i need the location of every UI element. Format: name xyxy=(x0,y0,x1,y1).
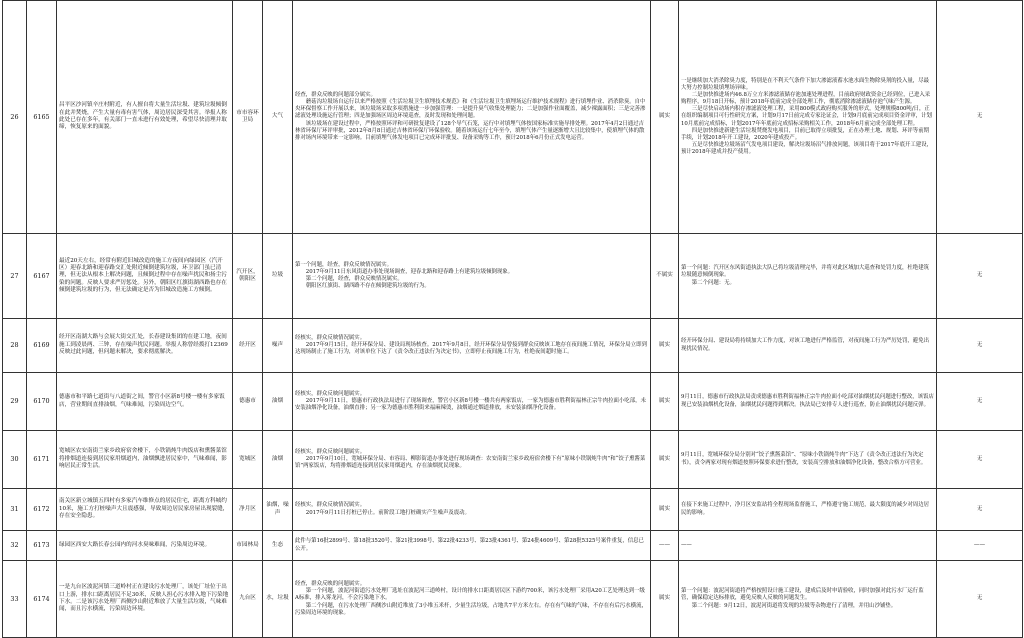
district-cell: 德惠市 xyxy=(239,397,256,404)
category-cell: 油烟 xyxy=(271,455,284,462)
category-cell: 生态 xyxy=(271,541,284,548)
district-cell: 市园林局 xyxy=(236,541,259,548)
accountability-cell: 无 xyxy=(976,113,983,120)
district-cell: 宽城区 xyxy=(239,455,256,462)
category-cell: 油烟，噪声 xyxy=(266,502,289,516)
findings-text: 第一个问题，经查，群众反映情况属实。 2017年9月11日东风街道办事处现场调查，迎春北路和迎春路上有建筑垃圾倾倒现象。 第二个问题，经查，群众反映情况属实。 朝阳区红旗街、湖西路不存在倾倒建筑垃圾的行为。 xyxy=(295,261,514,290)
table-row xyxy=(3,373,1023,431)
accountability-cell: 无 xyxy=(976,595,983,602)
row-index: 26 xyxy=(10,112,19,121)
rectification-text: 第一个问题：波泥河街道将严格按照设计施工建设，建成后及时申请验收，同时加强对此污水厂运行监管，确保稳定达标排放，避免反映人反映的问题发生。 第二个问题：9月12日，波泥河街道将发现的垃圾等杂物进行了清理，并用山沙铺垫。 xyxy=(681,588,924,609)
case-id: 6169 xyxy=(33,341,50,350)
accountability-cell: 无 xyxy=(976,397,983,404)
rectification-text: 经开环保分局、建设局将持续加大工作力度，对该工地进行严格监管，对夜间施工行为严厉处罚，避免出现扰民情况。 xyxy=(681,338,929,352)
complaint-text: 一是九台区波泥河镇三道岭村正在建设污水处理厂，该处厂址位于出口上游，排水口距离居民不足30米，反映人担心污水排入地下污染地下水。二是该污水处理厂西侧沙山附近堆放了大量生活垃圾，气味难闻，而且污水横流，污染周边环境。 xyxy=(59,584,229,613)
case-id: 6174 xyxy=(33,594,50,603)
row-index: 32 xyxy=(10,541,19,550)
case-id: 6165 xyxy=(33,112,50,121)
district-cell: 汽开区，朝阳区 xyxy=(236,268,259,282)
case-id: 6167 xyxy=(33,271,50,280)
findings-text: 经查，群众反映的问题部分属实。 蘑菇沟垃圾场自运行以来严格按照《生活垃圾卫生填埋技术规范》和《生活垃圾卫生填埋场运行维护技术规程》进行填埋作业、消杀除臭。自中央环保督察工作开展以来，该垃圾场采取多项措施进一步加强管理：一是提升臭气收集处理能力；二是加强作业面覆盖，减少裸露面积；三是完善渗滤液处理设施运行管理；四是加强场区周边环境巡查，及时发现和处理问题。 该垃圾场在建设过程中，严格按照环评和可研批复建设了128个导气石笼，运行中对填埋气体按国家标准实施导排处理。2017年4月2日通过吉林省环保厅环评审批，2012年8月8日通过吉林省环保厅环保验收。随着该场运行七年至今，填埋气体产生量逐渐增大且比较集中，使填埋气体的散排对场内环境带来一定影响。目前填埋气体发电项目已完成环评批复、设备采购等工作，预计2018年6月份正式发电运营。 xyxy=(295,92,646,141)
case-id: 6172 xyxy=(33,505,50,514)
complaint-text: 绿园区西安大路长春公园内的河水臭味难闻，污染周边环境。 xyxy=(59,541,211,548)
row-index: 30 xyxy=(10,455,19,464)
case-id: 6173 xyxy=(33,541,50,550)
findings-text: 经核实，群众反映情况属实。 2017年9月11日打桩已停止。前阶段工地打桩确实产生噪声及震动。 xyxy=(295,502,470,516)
case-id: 6170 xyxy=(33,397,50,406)
findings-text: 经核实，群众反映问题属实。 2017年9月10日，宽城环保分局、市容局、柳影街道办事处进行现场调查：农安南街兰家乡政府宿舍楼下有“原味小铁锅炖牛肉”和“饺子熏酱菜馆”两家饭店，均将排烟道连接到居民家用烟道内，存在油烟扰民现象。 xyxy=(295,448,646,470)
accountability-cell: 无 xyxy=(976,341,983,348)
findings-text: 经查，群众反映的问题属实。 第一个问题，波泥河街道污水处理厂选址在波泥河三道岭村，设计的排水口距离居民区下游约700米，该污水处理厂采用A20工艺处理达到一级A标准，排入雾龙河，不会污染地下水。 第二个问题，在污水处理厂西侧沙山附近堆放了3小堆五米杆，少量生活垃圾，占地共7平方米左右。存在有气味的气味，不存在有后污水横流，污染周边环境的现象。 xyxy=(295,581,647,616)
complaint-text: 宽城区农安南街兰家乡政府宿舍楼下，小铁锅炖牛肉饭店和熏酱菜馆将排烟道连接到居民家用烟道内，油烟飘进居民家中，气味难闻，影响居民正常生活。 xyxy=(59,448,227,470)
row-index: 27 xyxy=(10,271,19,280)
complaint-text: 经开区南湖大路与会展大街交汇处，长春建设集团的在建工地，夜间施工到凌晨两、三钟，存在噪声扰民问题。举报人称曾经拨打12369反映过此问题，但问题未解决，要求彻底解决。 xyxy=(59,334,228,356)
rectification-text: 9月11日，宽城环保分局分别对“饺子熏酱菜馆”、“原味小铁锅炖牛肉”下达了《责令改正违法行为决定书》，责令两家对现有烟道按照环保要求进行整改，安装高空排放和油烟净化设备，整改合格方可营业。 xyxy=(681,452,927,466)
findings-text: 经核实，群众反映情况属实。 2017年9月15日，经开环保分局、建设局现场核查。2017年9月8日，经开环保分局曾接到群众反映该工地存在夜间施工情况，环保分局立即到达现场制止了施工行为，对该单位下达了《责令改正违法行为决定书》，立即停止夜间施工行为，杜绝夜间超时施工。 xyxy=(295,334,647,356)
table-row xyxy=(3,489,1023,531)
table-row xyxy=(3,431,1023,489)
rectification-text: 在接下来施工过程中，净月区安监站将全程现场监督施工，严格遵守施工规范，最大限度的减少对周边居民的影响。 xyxy=(681,502,929,516)
complaint-text: 南关区新立城镇五四村有多家汽车维修点的居民住宅，距离方科城约10米，施工方打桩噪声大且震感强，导致周边居民家房屋出现裂缝，存在安全隐患。 xyxy=(59,498,229,520)
rectification-text: 9月11日，德惠市行政执法局责成德惠市胜利街福林正宗牛肉拉面小吃部对油烟扰民问题进行整改，该饭店现已安装油烟机化设备，油烟扰民问题得到解决。执法局已安排专人进行巡查，防止油烟扰民问题反弹。 xyxy=(681,394,934,408)
district-cell: 经开区 xyxy=(239,341,256,348)
complaint-text: 德惠市和平路七道街与八道街之间，警官小区新8号楼一楼有多家饭店，营业期间直排油烟，气味难闻，污染周边空气。 xyxy=(59,394,225,408)
row-index: 33 xyxy=(10,594,19,603)
complaint-text: 最近20天左右，经常有附近旧城改造的施工方夜间向绿园区（汽开区）迎春北路和迎春路交汇处附近倾倒建筑垃圾，环卫部门虽已清理，但无法从根本上解决问题，且倾倒过程中存在噪声扰民和扬尘污染的问题。反映人要求严厉惩处。另外，朝阳区红旗街湖西路也存在倾倒建筑垃圾的行为，但无法确定是否为旧城改造施工方倾倒。 xyxy=(59,257,227,294)
table-row xyxy=(3,319,1023,373)
table-row xyxy=(3,234,1023,319)
district-cell: 净月区 xyxy=(239,505,256,512)
accountability-cell: —— xyxy=(973,541,986,548)
verdict-cell: 属实 xyxy=(658,341,671,348)
accountability-cell: 无 xyxy=(976,455,983,462)
verdict-cell: 属实 xyxy=(658,505,671,512)
row-index: 29 xyxy=(10,397,19,406)
complaint-table xyxy=(2,0,1023,638)
table-row xyxy=(3,531,1023,561)
complaint-text: 昌平区沙河镇辛庄村附近，有人擅自将大量生活垃圾、建筑垃圾倾倒在此并焚烧，产生大量有毒有害气体，周边居民深受其害。举报人称此处已存在多年，有关部门一直未进行有效处理，希望尽快清理并取缔，恢复原来的面貌。 xyxy=(59,102,227,131)
rectification-text: 第一个问题：汽开区东风街道执法大队已将垃圾清理完毕，并将对此区域加大巡查和处罚力度，杜绝建筑垃圾随意倾倒现象。 第二个问题：无。 xyxy=(681,265,929,286)
row-index: 31 xyxy=(10,505,19,514)
category-cell: 油烟 xyxy=(271,397,284,404)
verdict-cell: 属实 xyxy=(658,455,671,462)
category-cell: 噪声 xyxy=(271,341,284,348)
verdict-cell: 属实 xyxy=(658,397,671,404)
district-cell: 市市容环卫局 xyxy=(236,109,259,123)
verdict-cell: 不属实 xyxy=(656,272,673,279)
findings-text: 此件与第16批2899号、第18批3520号、第21批3998号、第22批4233号、第23批4361号、第24批4609号、第28批5325号案件重复，信息已公开。 xyxy=(295,538,644,552)
verdict-cell: —— xyxy=(658,541,671,548)
district-cell: 九台区 xyxy=(239,595,256,602)
rectification-text: 一是继续加大消杀除臭力度，特别是在不利天气条件下加大渗滤液蓄水池水面生物除臭剂的投入量，尽最大努力控制垃圾填埋场异味。 二是加快推进场内46.8万立方米渗滤液储存池加速处理进程，目前政府财政资金已经到位，已进入采购程序，9月18日开标，预计2018年底前完成全部处理工作，彻底消除渗滤液储存池气味产生源。 三是尽快启动场内积存渗滤液处理工程，采用800模式政府购买服务的形式，处理规模800吨/日，正在组织编制项目可行性研究方案，计划9月17日前完成专家论证会，计划9月底前完成项目资金评审，计划10月底前完成招标，计划2017年年底前完成招标采购相关工作，2018年6月前完成全部处理工程。 四是加快推进新建生活垃圾焚烧发电项目，目前已取得立项批复，正在办理土地、规划、环评等前期手续，计划2018年开工建设，2020年建成投产。 五是尽快推进垃圾场沼气发电项目建设，解决垃圾场沼气排放问题，该项目将于2017年底开工建设，预计2018年建成并投产使用。 xyxy=(681,77,932,156)
rectification-text: —— xyxy=(681,541,692,548)
category-cell: 水，垃圾 xyxy=(266,595,289,602)
table-row xyxy=(3,1,1023,234)
verdict-cell: 属实 xyxy=(658,113,671,120)
accountability-cell: 无 xyxy=(976,505,983,512)
row-index: 28 xyxy=(10,341,19,350)
category-cell: 大气 xyxy=(271,113,284,120)
case-id: 6171 xyxy=(33,455,50,464)
findings-text: 经核实，群众反映问题属实。 2017年9月11日，德惠市行政执法局进行了现场调查，警官小区新8号楼一楼共有两家饭店，一家为德惠市胜利街福林正宗牛肉拉面小吃部，未安装油烟净化设备，油烟直排；另一家为德惠市胜利街来福麻辣烫，油烟通过烟道排放，未安装油烟净化设备。 xyxy=(295,390,646,412)
verdict-cell: 属实 xyxy=(658,595,671,602)
table-row xyxy=(3,561,1023,638)
accountability-cell: 无 xyxy=(976,272,983,279)
category-cell: 垃圾 xyxy=(271,272,284,279)
